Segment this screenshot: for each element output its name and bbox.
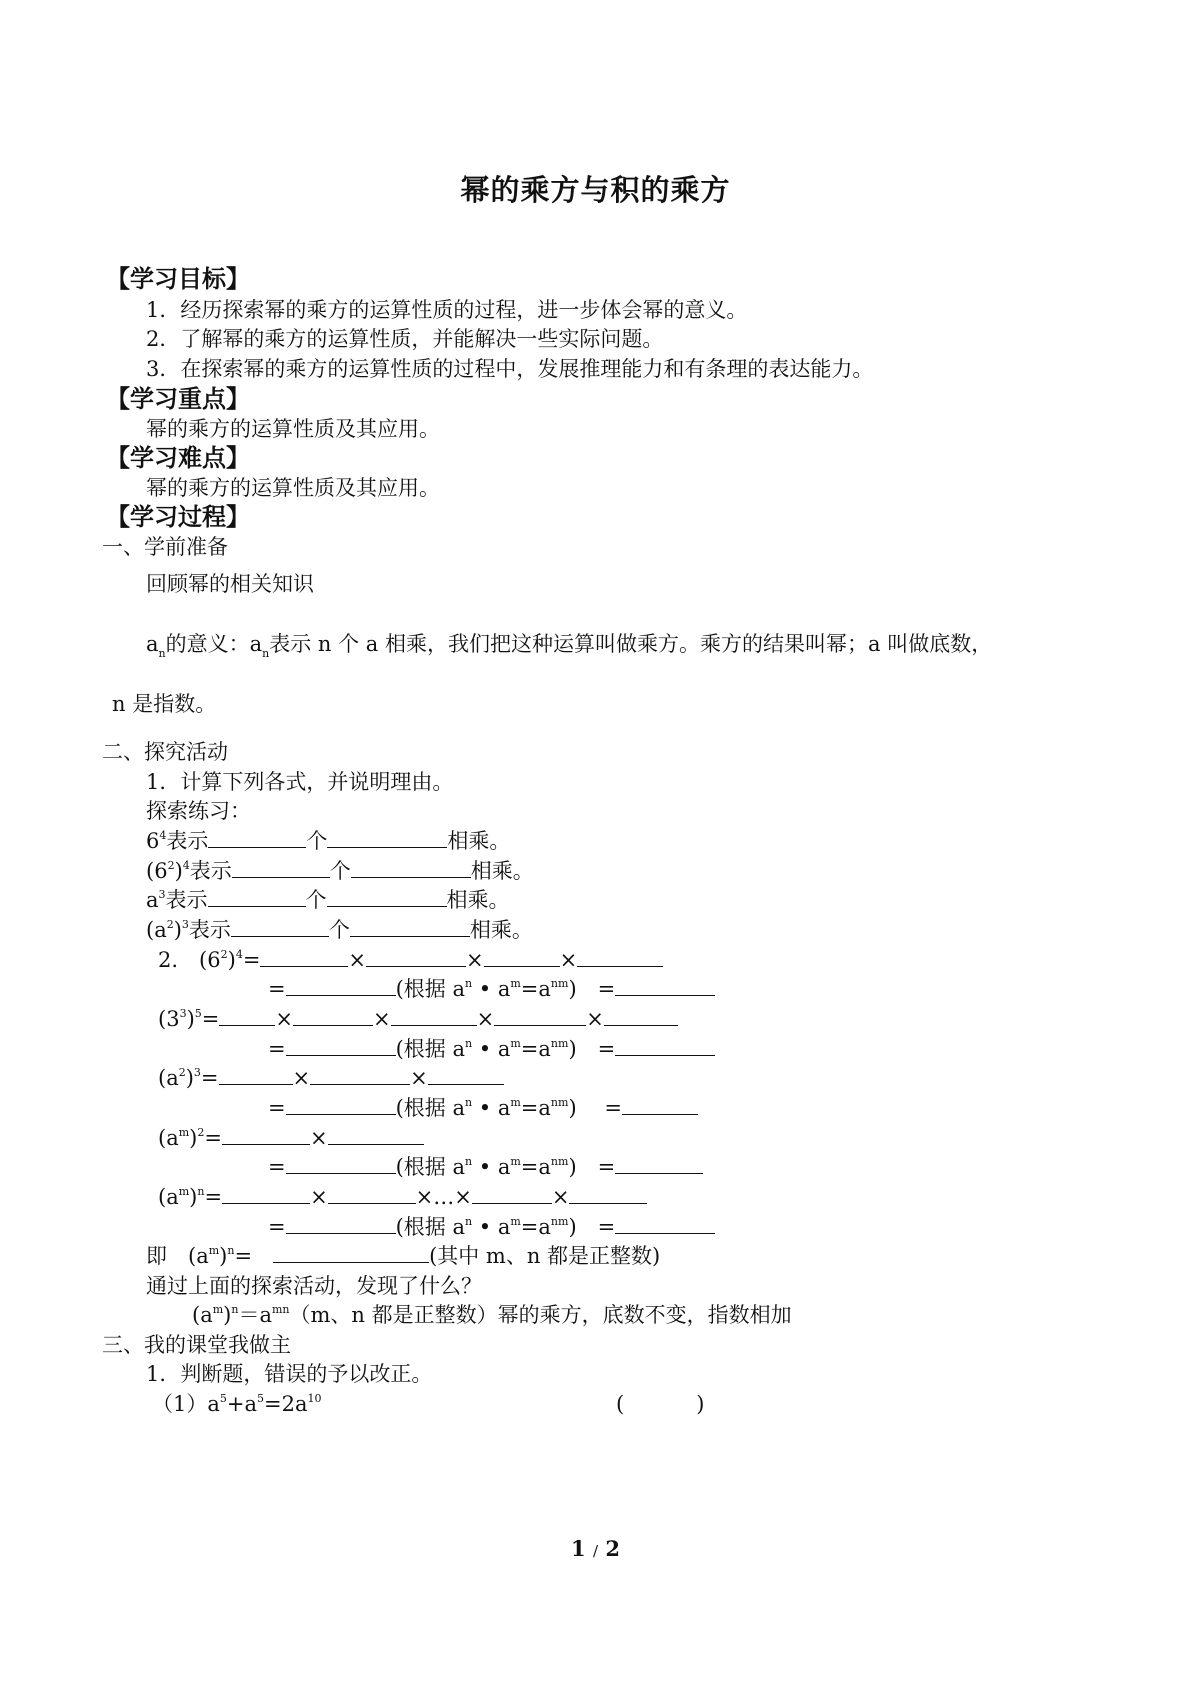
section3-title: 三、我的课堂我做主 bbox=[102, 1333, 291, 1357]
answer-blank[interactable] bbox=[615, 975, 715, 996]
conclusion-line: 即 $(a^m)^n=$ (其中 m、n 都是正整数) bbox=[146, 1244, 661, 1268]
answer-blank[interactable] bbox=[350, 916, 470, 937]
review-text: 回顾幂的相关知识 bbox=[146, 572, 314, 596]
key-point-heading: 【学习重点】 bbox=[106, 385, 250, 413]
difficulty-heading: 【学习难点】 bbox=[106, 444, 250, 472]
power-meaning: $a_n$的意义：$a_n$表示 n 个 a 相乘，我们把这种运算叫做乘方。乘方的结果叫幂；a 叫做底数， bbox=[146, 632, 993, 660]
answer-blank[interactable] bbox=[615, 1153, 703, 1174]
answer-blank[interactable] bbox=[273, 1242, 429, 1263]
calc-basis-line: = (根据 $a^n$ • $a^m=a^{nm}$) = bbox=[268, 975, 715, 1003]
goals-heading: 【学习目标】 bbox=[106, 265, 250, 293]
goal-item: 3．在探索幂的乘方的运算性质的过程中，发展推理能力和有条理的表达能力。 bbox=[146, 357, 874, 381]
goal-item: 2．了解幂的乘方的运算性质，并能解决一些实际问题。 bbox=[146, 327, 664, 351]
calc-a-2-3: $(a^2)^3=$ × × bbox=[158, 1064, 504, 1092]
section1-title: 一、学前准备 bbox=[102, 535, 228, 559]
calc-basis-line: = (根据 $a^n$ • $a^m=a^{nm}$) = bbox=[268, 1035, 715, 1063]
answer-blank[interactable] bbox=[286, 1153, 396, 1174]
judge-item-1: $(1)a^5+a^5=2a^{10}$ bbox=[152, 1392, 322, 1416]
judge-question: 1．判断题，错误的予以改正。 bbox=[146, 1362, 433, 1386]
answer-blank[interactable] bbox=[231, 916, 329, 937]
explore-line-4: $(a^2)^3$表示 个 相乘。 bbox=[146, 918, 533, 942]
answer-blank[interactable] bbox=[328, 1124, 424, 1145]
answer-blank[interactable] bbox=[428, 1064, 504, 1085]
answer-blank[interactable] bbox=[286, 1213, 396, 1234]
answer-blank[interactable] bbox=[615, 1035, 715, 1056]
answer-blank[interactable] bbox=[327, 827, 447, 848]
answer-blank[interactable] bbox=[494, 1005, 586, 1026]
answer-blank[interactable] bbox=[310, 1064, 410, 1085]
power-meaning-cont: n 是指数。 bbox=[112, 692, 217, 716]
judge-answer-box[interactable]: ( ) bbox=[616, 1392, 705, 1416]
answer-blank[interactable] bbox=[391, 1005, 477, 1026]
answer-blank[interactable] bbox=[208, 886, 306, 907]
answer-blank[interactable] bbox=[327, 886, 447, 907]
calc-a-m-n: $(a^m)^n=$ × ×…× × bbox=[158, 1183, 647, 1211]
answer-blank[interactable] bbox=[208, 827, 306, 848]
calc-basis-line: = (根据 $a^n$ • $a^m=a^{nm}$) = bbox=[268, 1213, 715, 1241]
answer-blank[interactable] bbox=[328, 1183, 416, 1204]
calc-a-m-2: $(a^m)^2=$ × bbox=[158, 1124, 424, 1152]
answer-blank[interactable] bbox=[219, 1005, 275, 1026]
explore-line-2: $(6^2)^4$表示 个 相乘。 bbox=[146, 859, 534, 883]
calc-6-2-4: 2. $(6^2)^4=$ × × × bbox=[158, 946, 663, 974]
key-point-text: 幂的乘方的运算性质及其应用。 bbox=[146, 417, 440, 441]
goal-item: 1．经历探索幂的乘方的运算性质的过程，进一步体会幂的意义。 bbox=[146, 298, 748, 322]
explore-line-1: $6^4$表示 个 相乘。 bbox=[146, 829, 511, 853]
explore-label: 探索练习： bbox=[146, 799, 251, 823]
answer-blank[interactable] bbox=[484, 946, 560, 967]
found-question: 通过上面的探索活动，发现了什么？ bbox=[146, 1274, 482, 1298]
answer-blank[interactable] bbox=[569, 1183, 647, 1204]
calc-3-3-5: $(3^3)^5=$ × × × × bbox=[158, 1005, 678, 1033]
question-1: 1．计算下列各式，并说明理由。 bbox=[146, 770, 454, 794]
answer-blank[interactable] bbox=[232, 857, 330, 878]
answer-blank[interactable] bbox=[219, 1064, 293, 1085]
answer-blank[interactable] bbox=[222, 1183, 310, 1204]
answer-blank[interactable] bbox=[351, 857, 471, 878]
answer-blank[interactable] bbox=[260, 946, 348, 967]
explore-line-3: $a^3$表示 个 相乘。 bbox=[146, 888, 510, 912]
difficulty-text: 幂的乘方的运算性质及其应用。 bbox=[146, 476, 440, 500]
answer-blank[interactable] bbox=[286, 975, 396, 996]
answer-blank[interactable] bbox=[366, 946, 466, 967]
answer-blank[interactable] bbox=[286, 1035, 396, 1056]
section2-title: 二、探究活动 bbox=[102, 740, 228, 764]
page-number: 1 / 2 bbox=[571, 1536, 620, 1561]
answer-blank[interactable] bbox=[472, 1183, 552, 1204]
process-heading: 【学习过程】 bbox=[106, 503, 250, 531]
answer-blank[interactable] bbox=[286, 1094, 396, 1115]
answer-blank[interactable] bbox=[615, 1213, 715, 1234]
calc-basis-line: = (根据 $a^n$ • $a^m=a^{nm}$) = bbox=[268, 1094, 698, 1122]
calc-basis-line: = (根据 $a^n$ • $a^m=a^{nm}$) = bbox=[268, 1153, 703, 1181]
answer-blank[interactable] bbox=[622, 1094, 698, 1115]
power-rule: $(a^m)^n=a^{mn}(m$、n 都是正整数）幂的乘方，底数不变，指数相加 bbox=[192, 1303, 792, 1327]
page-title: 幂的乘方与积的乘方 bbox=[460, 173, 731, 207]
answer-blank[interactable] bbox=[577, 946, 663, 967]
answer-blank[interactable] bbox=[222, 1124, 310, 1145]
answer-blank[interactable] bbox=[293, 1005, 373, 1026]
answer-blank[interactable] bbox=[604, 1005, 678, 1026]
